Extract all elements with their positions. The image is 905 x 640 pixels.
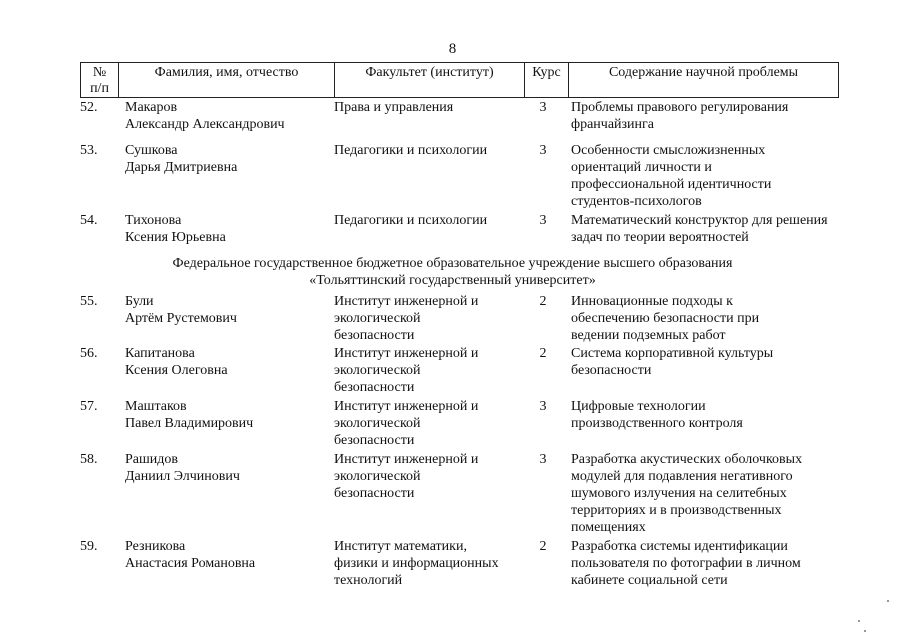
table-header (80, 62, 839, 98)
row-surname: Капитанова (125, 346, 195, 361)
row-faculty: Права и управления (334, 100, 454, 115)
row-course: 3 (539, 100, 547, 115)
row-course: 2 (539, 294, 547, 309)
row-full-name (125, 212, 330, 246)
row-number: 54. (80, 213, 98, 228)
row-course: 3 (539, 399, 547, 414)
row-course: 3 (539, 143, 547, 158)
row-given-names: Анастасия Романовна (125, 556, 256, 571)
row-course: 2 (539, 539, 547, 554)
row-faculty: Институт математики, физики и информационных технологий (334, 539, 499, 588)
header-course: Курс (525, 63, 569, 98)
row-topic: Разработка акустических оболочковых модулей для подавления негативного шумового излучения на селитебных территориях и в производственных помещениях (571, 452, 803, 535)
row-surname: Макаров (125, 100, 178, 115)
row-topic: Система корпоративной культуры безопасности (571, 346, 774, 378)
row-number: 52. (80, 100, 98, 115)
row-faculty: Институт инженерной и экологической безопасности (334, 399, 479, 448)
row-full-name (125, 345, 330, 379)
row-faculty: Институт инженерной и экологической безопасности (334, 452, 479, 501)
row-surname: Були (125, 294, 154, 309)
row-surname: Рашидов (125, 452, 179, 467)
section-title-line2: «Тольяттинский государственный университет» (309, 273, 596, 288)
row-topic: Особенности смысложизненных ориентаций личности и профессиональной идентичности студентов-психологов (571, 143, 772, 209)
row-full-name (125, 538, 330, 572)
row-number: 59. (80, 539, 98, 554)
row-full-name (125, 293, 330, 327)
section-title-line1: Федеральное государственное бюджетное образовательное учреждение высшего образования (172, 256, 733, 271)
row-given-names: Ксения Олеговна (125, 363, 228, 378)
page-number: 8 (448, 41, 457, 57)
row-course: 2 (539, 346, 547, 361)
row-topic: Цифровые технологии производственного контроля (571, 399, 743, 431)
row-number: 57. (80, 399, 98, 414)
row-given-names: Александр Александрович (125, 117, 285, 132)
row-number: 56. (80, 346, 98, 361)
header-topic: Содержание научной проблемы (569, 63, 839, 98)
row-number: 53. (80, 143, 98, 158)
row-surname: Резникова (125, 539, 186, 554)
scan-speck (864, 630, 866, 632)
row-number: 55. (80, 294, 98, 309)
header-faculty: Факультет (институт) (335, 63, 525, 98)
row-surname: Маштаков (125, 399, 187, 414)
header-number (81, 63, 119, 98)
row-course: 3 (539, 213, 547, 228)
row-surname: Тихонова (125, 213, 182, 228)
row-course: 3 (539, 452, 547, 467)
row-full-name (125, 451, 330, 485)
header-number-line1: № (92, 65, 107, 80)
row-given-names: Дарья Дмитриевна (125, 160, 238, 175)
scan-speck (858, 620, 860, 622)
row-given-names: Артём Рустемович (125, 311, 237, 326)
row-faculty: Институт инженерной и экологической безопасности (334, 346, 479, 395)
row-topic: Проблемы правового регулирования франчайзинга (571, 100, 789, 132)
row-faculty: Институт инженерной и экологической безопасности (334, 294, 479, 343)
row-topic: Инновационные подходы к обеспечению безопасности при ведении подземных работ (571, 294, 760, 343)
row-number: 58. (80, 452, 98, 467)
row-full-name (125, 142, 330, 176)
row-surname: Сушкова (125, 143, 178, 158)
header-number-line2: п/п (90, 81, 109, 96)
row-faculty: Педагогики и психологии (334, 143, 488, 158)
scan-speck (887, 600, 889, 602)
row-faculty: Педагогики и психологии (334, 213, 488, 228)
row-given-names: Павел Владимирович (125, 416, 254, 431)
row-full-name (125, 99, 330, 133)
row-given-names: Ксения Юрьевна (125, 230, 226, 245)
row-topic: Математический конструктор для решения задач по теории вероятностей (571, 213, 828, 245)
section-title (0, 255, 905, 289)
row-given-names: Даниил Элчинович (125, 469, 240, 484)
row-full-name (125, 398, 330, 432)
header-name: Фамилия, имя, отчество (119, 63, 335, 98)
row-topic: Разработка системы идентификации пользователя по фотографии в личном кабинете социальной сети (571, 539, 801, 588)
